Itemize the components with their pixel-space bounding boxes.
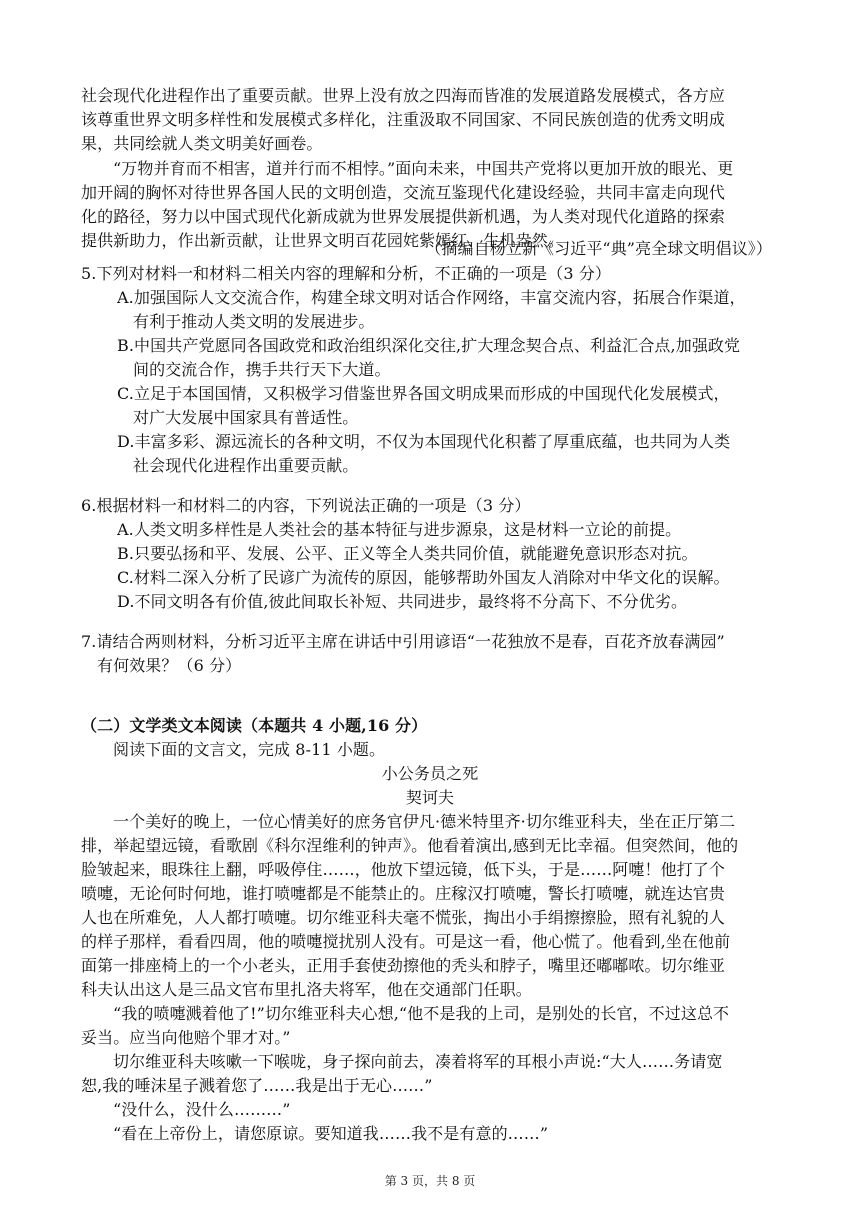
story-line: 喷嚏，无论何时何地，谁打喷嚏都是不能禁止的。庄稼汉打喷嚏，警长打喷嚏，就连达官贵 — [81, 884, 726, 903]
story-line: 切尔维亚科夫咳嗽一下喉咙，身子探向前去，凑着将军的耳根小声说:“大人……务请宽 — [113, 1052, 723, 1071]
story-line: “我的喷嚏溅着他了!”切尔维亚科夫心想,“他不是我的上司，是别处的长官，不过这总不 — [113, 1004, 730, 1023]
q5-option-c: C.立足于本国国情，又积极学习借鉴世界各国文明成果而形成的中国现代化发展模式， — [117, 384, 730, 403]
passage-line: 提供新助力，作出新贡献，让世界文明百花园姹紫嫣红、生机盎然。 — [81, 231, 565, 250]
question-7-stem-cont: 有何效果？（6 分） — [97, 656, 242, 675]
story-line: 人也在所难免，人人都打喷嚏。切尔维亚科夫毫不慌张，掏出小手绢擦擦脸，照有礼貌的人 — [81, 908, 726, 927]
section-heading: （二）文学类文本阅读（本题共 4 小题,16 分） — [81, 716, 428, 735]
q5-option-b: B.中国共产党愿同各国政党和政治组织深化交往,扩大理念契合点、利益汇合点,加强政党 — [117, 336, 741, 355]
question-6-stem: 6.根据材料一和材料二的内容，下列说法正确的一项是（3 分） — [81, 496, 531, 515]
q5-option-c-cont: 对广大发展中国家具有普适性。 — [133, 408, 359, 427]
q6-option-d: D.不同文明各有价值,彼此间取长补短、共同进步，最终将不分高下、不分优劣。 — [117, 592, 688, 611]
story-title: 小公务员之死 — [381, 764, 479, 783]
passage-line: 果，共同绘就人类文明美好画卷。 — [81, 134, 323, 153]
story-line: 脸皱起来，眼珠往上翻，呼吸停住……，他放下望远镜，低下头，于是……阿嚏！他打了个 — [81, 860, 726, 879]
story-line: 恕,我的唾沫星子溅着您了……我是出于无心……” — [81, 1076, 433, 1095]
passage-line: 社会现代化进程作出了重要贡献。世界上没有放之四海而皆准的发展道路发展模式，各方应 — [81, 86, 726, 105]
question-5-stem: 5.下列对材料一和材料二相关内容的理解和分析，不正确的一项是（3 分） — [81, 264, 612, 283]
q6-option-b: B.只要弘扬和平、发展、公平、正义等全人类共同价值，就能避免意识形态对抗。 — [117, 544, 698, 563]
story-line: “看在上帝份上，请您原谅。要知道我……我不是有意的……” — [113, 1124, 549, 1143]
story-line: 一个美好的晚上，一位心情美好的庶务官伊凡·德米特里齐·切尔维亚科夫，坐在正厅第二 — [113, 812, 736, 831]
q5-option-d: D.丰富多彩、源远流长的各种文明，不仅为本国现代化积蓄了厚重底蕴，也共同为人类 — [117, 432, 731, 451]
passage-line: “万物并育而不相害，道并行而不相悖。”面向未来，中国共产党将以更加开放的眼光、更 — [113, 159, 734, 178]
question-7-stem: 7.请结合两则材料，分析习近平主席在讲话中引用谚语“一花独放不是春，百花齐放春满园” — [81, 632, 725, 651]
passage-line: 该尊重世界文明多样性和发展模式多样化，注重汲取不同国家、不同民族创造的优秀文明成 — [81, 110, 726, 129]
story-line: “没什么，没什么………” — [113, 1100, 291, 1119]
story-author: 契诃夫 — [405, 788, 455, 807]
q6-option-c: C.材料二深入分析了民谚广为流传的原因，能够帮助外国友人消除对中华文化的误解。 — [117, 568, 730, 587]
q5-option-a-cont: 有利于推动人类文明的发展进步。 — [133, 312, 375, 331]
story-line: 面第一排座椅上的一个小老头，正用手套使劲擦他的秃头和脖子，嘴里还嘟嘟哝。切尔维亚 — [81, 956, 726, 975]
story-line: 妥当。应当向他赔个罪才对。” — [81, 1028, 291, 1047]
q6-option-a: A.人类文明多样性是人类社会的基本特征与进步源泉，这是材料一立论的前提。 — [117, 520, 682, 539]
passage-line: 化的路径，努力以中国式现代化新成就为世界发展提供新机遇，为人类对现代化道路的探索 — [81, 207, 726, 226]
passage-source: （摘编自杨立新《习近平“典”亮全球文明倡议》） — [425, 239, 772, 258]
section-instruction: 阅读下面的文言文，完成 8-11 小题。 — [113, 740, 386, 759]
q5-option-d-cont: 社会现代化进程作出重要贡献。 — [133, 456, 359, 475]
story-line: 科夫认出这人是三品文官布里扎洛夫将军，他在交通部门任职。 — [81, 980, 532, 999]
passage-line: 加开阔的胸怀对待世界各国人民的文明创造，交流互鉴现代化建设经验，共同丰富走向现代 — [81, 183, 726, 202]
q5-option-a: A.加强国际人文交流合作，构建全球文明对话合作网络，丰富交流内容，拓展合作渠道， — [117, 288, 746, 307]
q5-option-b-cont: 间的交流合作，携手共行天下大道。 — [133, 360, 391, 379]
story-line: 的样子那样，看看四周，他的喷嚏搅扰别人没有。可是这一看，他心慌了。他看到,坐在他前 — [81, 932, 731, 951]
page-footer: 第 3 页，共 8 页 — [384, 1174, 476, 1188]
story-line: 排，举起望远镜，看歌剧《科尔涅维利的钟声》。他看着演出,感到无比幸福。但突然间，他的 — [81, 836, 739, 855]
